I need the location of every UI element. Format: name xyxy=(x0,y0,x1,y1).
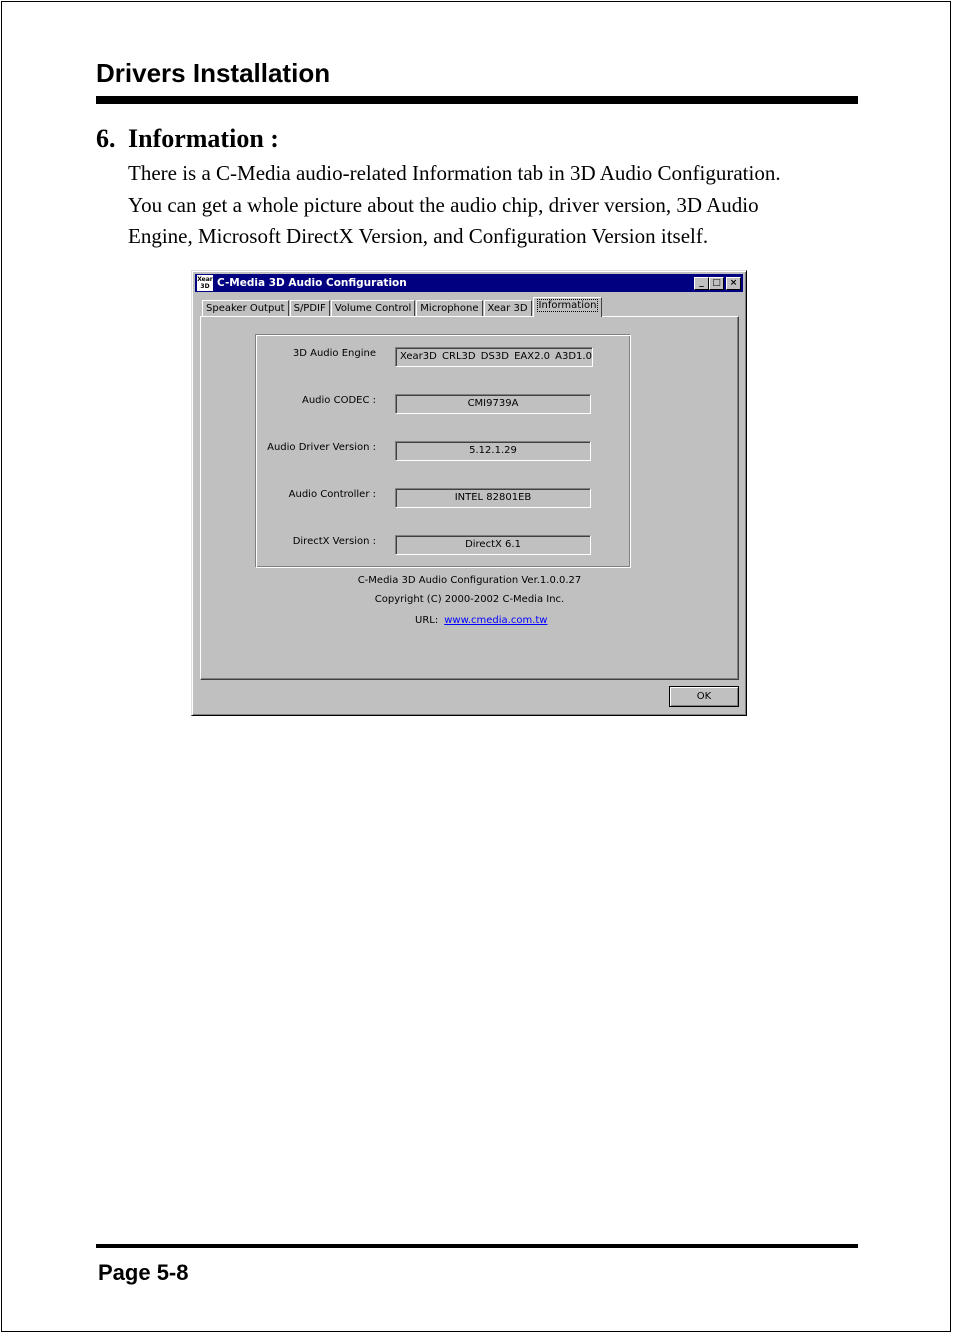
audio-driver-version-field: 5.12.1.29 xyxy=(395,441,591,461)
tab-spdif[interactable]: S/PDIF xyxy=(290,300,330,317)
page-number: Page 5-8 xyxy=(98,1260,189,1285)
paragraph-line: There is a C-Media audio-related Information tab in 3D Audio Configuration. xyxy=(128,161,781,185)
audio-controller-field: INTEL 82801EB xyxy=(395,488,591,508)
footer-rule xyxy=(96,1244,858,1248)
info-groupbox xyxy=(255,334,631,568)
paragraph-line: Engine, Microsoft DirectX Version, and Configuration Version itself. xyxy=(128,224,709,249)
audio-engine-field: Xear3D CRL3D DS3D EAX2.0 A3D1.0 xyxy=(395,347,593,367)
section-paragraph xyxy=(128,158,848,253)
dialog-titlebar[interactable] xyxy=(195,274,743,292)
section-title: Information : xyxy=(128,124,279,153)
audio-controller-label: Audio Controller : xyxy=(288,489,376,500)
dialog-title: C-Media 3D Audio Configuration xyxy=(217,277,407,289)
directx-version-label: DirectX Version : xyxy=(292,536,376,547)
section-heading xyxy=(96,124,279,154)
tab-information-label: Information xyxy=(538,300,597,311)
audio-codec-field: CMI9739A xyxy=(395,394,591,414)
close-button[interactable]: × xyxy=(726,277,741,290)
copyright-text: Copyright (C) 2000-2002 C-Media Inc. xyxy=(374,594,565,605)
tab-xear-3d[interactable]: Xear 3D xyxy=(484,300,532,317)
tab-speaker-output[interactable]: Speaker Output xyxy=(202,300,289,317)
cmedia-url-link[interactable]: www.cmedia.com.tw xyxy=(444,615,548,626)
minimize-button[interactable]: _ xyxy=(694,277,709,290)
page-header-title: Drivers Installation xyxy=(96,58,331,88)
audio-config-dialog xyxy=(191,270,747,716)
tab-information[interactable] xyxy=(533,297,603,317)
paragraph-line: You can get a whole picture about the audio chip, driver version, 3D Audio xyxy=(128,192,759,217)
audio-driver-version-label: Audio Driver Version : xyxy=(267,442,376,453)
maximize-button[interactable]: □ xyxy=(709,277,724,290)
information-panel xyxy=(200,316,739,680)
tab-volume-control[interactable]: Volume Control xyxy=(331,300,416,317)
audio-codec-label: Audio CODEC : xyxy=(301,395,376,406)
directx-version-field: DirectX 6.1 xyxy=(395,535,591,555)
audio-engine-label: 3D Audio Engine xyxy=(292,348,376,359)
url-label: URL: xyxy=(415,615,439,626)
header-rule xyxy=(96,96,858,104)
url-row xyxy=(415,615,547,626)
xear3d-app-icon: Xear 3D xyxy=(197,276,213,290)
tab-microphone[interactable]: Microphone xyxy=(416,300,482,317)
version-text: C-Media 3D Audio Configuration Ver.1.0.0.27 xyxy=(357,575,582,586)
tab-strip xyxy=(202,297,603,317)
section-number: 6. xyxy=(96,124,116,153)
ok-button[interactable]: OK xyxy=(669,686,739,707)
